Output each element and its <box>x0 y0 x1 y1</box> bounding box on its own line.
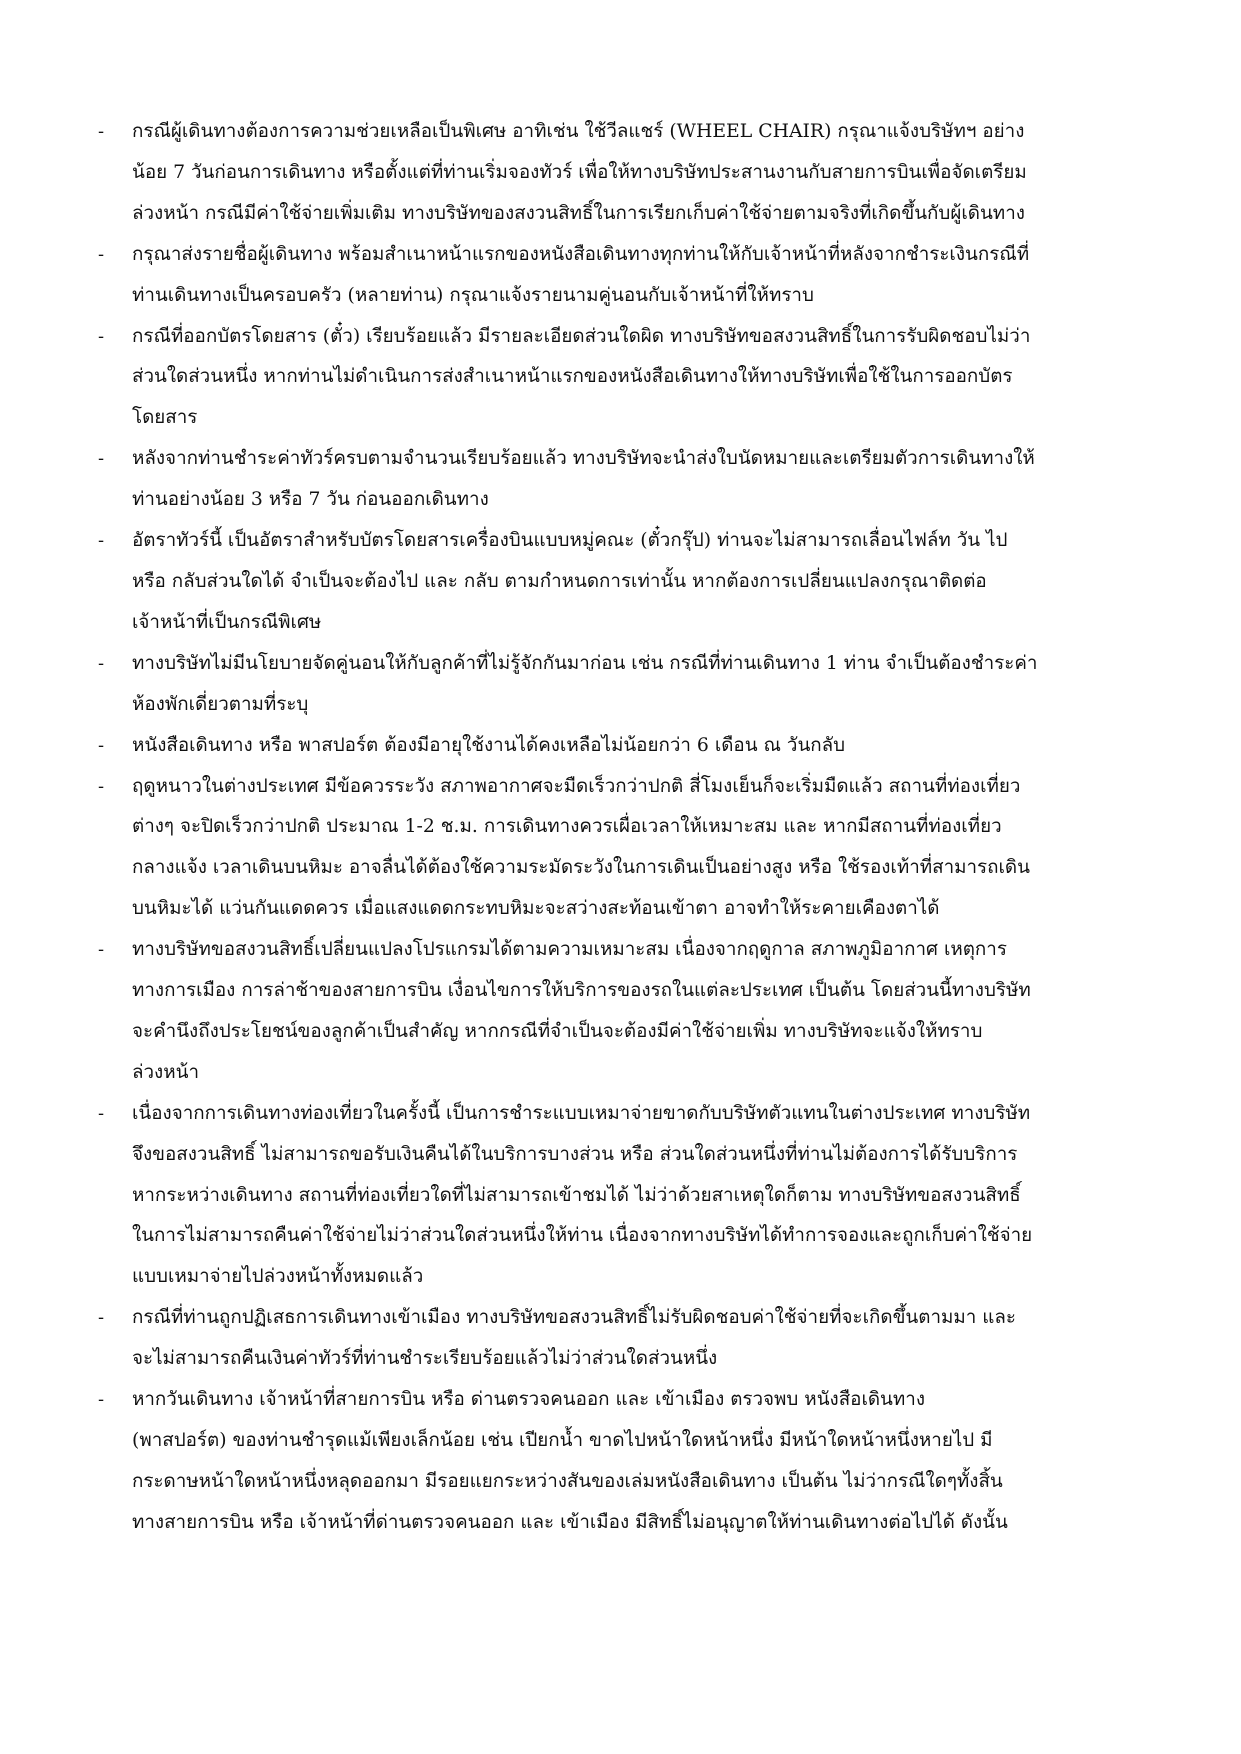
bullet-dash: - <box>98 734 105 756</box>
bullet-dash: - <box>98 1389 105 1411</box>
terms-list <box>98 112 1160 1544</box>
list-item <box>98 235 1160 317</box>
bullet-dash: - <box>98 121 105 142</box>
list-item <box>98 644 1160 726</box>
list-item-text: กรุณาส่งรายชื่อผู้เดินทาง พร้อมสำเนาหน้าแรกของหนังสือเดินทางทุกท่านให้กับเจ้าหน้าที่หลังจากชำระเงินกรณีที่ ท่านเดินทางเป็นครอบครัว (หลายท่าน) กรุณาแจ้งรายนามคู่นอนกับเจ้าหน้าที่ให้ทราบ <box>132 243 1030 306</box>
list-item <box>98 521 1160 644</box>
list-item-text: เนื่องจากการเดินทางท่องเที่ยวในครั้งนี้ เป็นการชำระแบบเหมาจ่ายขาดกับบริษัทตัวแทนในต่างประเทศ ทางบริษัท จึงขอสงวนสิทธิ์ ไม่สามารถขอรับเงินคืนได้ในบริการบางส่วน หรือ ส่วนใดส่วนหนึ่งที่ท่านไม่ต้องการได้รับบริการ หากระหว่างเดินทาง สถานที่ท่องเที่ยวใดที่ไม่สามารถเข้าชมได้ ไม่ว่าด้วยสาเหตุใดก็ตาม ทางบริษัทขอสงวนสิทธิ์ ในการไม่สามารถคืนค่าใช้จ่ายไม่ว่าส่วนใดส่วนหนึ่งให้ท่าน เนื่องจากทางบริษัทได้ทำการจองและถูกเก็บค่าใช้จ่าย แบบเหมาจ่ายไปล่วงหน้าทั้งหมดแล้ว <box>132 1102 1033 1288</box>
list-item <box>98 1298 1160 1380</box>
list-item <box>98 317 1160 440</box>
bullet-dash: - <box>98 775 105 797</box>
bullet-dash: - <box>98 1102 105 1124</box>
bullet-dash: - <box>98 243 105 265</box>
bullet-dash: - <box>98 448 105 470</box>
list-item <box>98 1094 1160 1299</box>
list-item <box>98 726 1160 767</box>
list-item <box>98 112 1160 235</box>
list-item-text: กรณีที่ท่านถูกปฏิเสธการเดินทางเข้าเมือง ทางบริษัทขอสงวนสิทธิ์ไม่รับผิดชอบค่าใช้จ่ายที่จะเกิดขึ้นตามมา และ จะไม่สามารถคืนเงินค่าทัวร์ที่ท่านชำระเรียบร้อยแล้วไม่ว่าส่วนใดส่วนหนึ่ง <box>132 1307 1016 1370</box>
list-item-text: อัตราทัวร์นี้ เป็นอัตราสำหรับบัตรโดยสารเครื่องบินแบบหมู่คณะ (ตั๋วกรุ๊ป) ท่านจะไม่สามารถเลื่อนไฟล์ท วัน ไป หรือ กลับส่วนใดได้ จำเป็นจะต้องไป และ กลับ ตามกำหนดการเท่านั้น หากต้องการเปลี่ยนแปลงกรุณาติดต่อ เจ้าหน้าที่เป็นกรณีพิเศษ <box>132 530 1008 633</box>
list-item-text: กรณีที่ออกบัตรโดยสาร (ตั๋ว) เรียบร้อยแล้ว มีรายละเอียดส่วนใดผิด ทางบริษัทขอสงวนสิทธิ์ในการรับผิดชอบไม่ว่า ส่วนใดส่วนหนึ่ง หากท่านไม่ดำเนินการส่งสำเนาหน้าแรกของหนังสือเดินทางให้ทางบริษัทเพื่อใช้ในการออกบัตร โดยสาร <box>132 325 1031 429</box>
list-item <box>98 439 1160 521</box>
bullet-dash: - <box>98 652 105 674</box>
bullet-dash: - <box>98 325 105 347</box>
list-item-text: หนังสือเดินทาง หรือ พาสปอร์ต ต้องมีอายุใช้งานได้คงเหลือไม่น้อยกว่า 6 เดือน ณ วันกลับ <box>132 734 846 756</box>
list-item <box>98 767 1160 931</box>
list-item-text: ฤดูหนาวในต่างประเทศ มีข้อควรระวัง สภาพอากาศจะมืดเร็วกว่าปกติ สี่โมงเย็นก็จะเริ่มมืดแล้ว สถานที่ท่องเที่ยว ต่างๆ จะปิดเร็วกว่าปกติ ประมาณ 1-2 ช.ม. การเดินทางควรเผื่อเวลาให้เหมาะสม และ หากมีสถานที่ท่องเที่ยว กลางแจ้ง เวลาเดินบนหิมะ อาจลื่นได้ต้องใช้ความระมัดระวังในการเดินเป็นอย่างสูง หรือ ใช้รองเท้าที่สามารถเดิน บนหิมะได้ แว่นกันแดดควร เมื่อแสงแดดกระทบหิมะจะสว่างสะท้อนเข้าตา อาจทำให้ระคายเคืองตาได้ <box>132 775 1030 920</box>
list-item-text: หลังจากท่านชำระค่าทัวร์ครบตามจำนวนเรียบร้อยแล้ว ทางบริษัทจะนำส่งใบนัดหมายและเตรียมตัวการเดินทางให้ ท่านอย่างน้อย 3 หรือ 7 วัน ก่อนออกเดินทาง <box>132 448 1035 511</box>
list-item <box>98 930 1160 1094</box>
list-item-text: กรณีผู้เดินทางต้องการความช่วยเหลือเป็นพิเศษ อาทิเช่น ใช้วีลแชร์ (WHEEL CHAIR) กรุณาแจ้งบริษัทฯ อย่าง น้อย 7 วันก่อนการเดินทาง หรือตั้งแต่ที่ท่านเริ่มจองทัวร์ เพื่อให้ทางบริษัทประสานงานกับสายการบินเพื่อจัดเตรียม ล่วงหน้า กรณีมีค่าใช้จ่ายเพิ่มเติม ทางบริษัทของสงวนสิทธิ์ในการเรียกเก็บค่าใช้จ่ายตามจริงที่เกิดขึ้นกับผู้เดินทาง <box>132 121 1027 224</box>
list-item-text: ทางบริษัทขอสงวนสิทธิ์เปลี่ยนแปลงโปรแกรมได้ตามความเหมาะสม เนื่องจากฤดูกาล สภาพภูมิอากาศ เหตุการ ทางการเมือง การล่าช้าของสายการบิน เงื่อนไขการให้บริการของรถในแต่ละประเทศ เป็นต้น โดยส่วนนี้ทางบริษัท จะคำนึงถึงประโยชน์ของลูกค้าเป็นสำคัญ หากกรณีที่จำเป็นจะต้องมีค่าใช้จ่ายเพิ่ม ทางบริษัทจะแจ้งให้ทราบ ล่วงหน้า <box>132 939 1031 1083</box>
bullet-dash: - <box>98 939 105 961</box>
bullet-dash: - <box>98 1307 105 1329</box>
list-item <box>98 1380 1160 1544</box>
list-item-text: ทางบริษัทไม่มีนโยบายจัดคู่นอนให้กับลูกค้าที่ไม่รู้จักกันมาก่อน เช่น กรณีที่ท่านเดินทาง 1 ท่าน จำเป็นต้องชำระค่า ห้องพักเดี่ยวตามที่ระบุ <box>132 652 1038 715</box>
list-item-text: หากวันเดินทาง เจ้าหน้าที่สายการบิน หรือ ด่านตรวจคนออก และ เข้าเมือง ตรวจพบ หนังสือเดินทาง (พาสปอร์ต) ของท่านชำรุดแม้เพียงเล็กน้อย เช่น เปียกน้ำ ขาดไปหน้าใดหน้าหนึ่ง มีหน้าใดหน้าหนึ่งหายไป มี กระดาษหน้าใดหน้าหนึ่งหลุดออกมา มีรอยแยกระหว่างสันของเล่มหนังสือเดินทาง เป็นต้น ไม่ว่ากรณีใดๆทั้งสิ้น ทางสายการบิน หรือ เจ้าหน้าที่ด่านตรวจคนออก และ เข้าเมือง มีสิทธิ์ไม่อนุญาตให้ท่านเดินทางต่อไปได้ ดังนั้น <box>132 1389 1008 1533</box>
bullet-dash: - <box>98 530 105 552</box>
